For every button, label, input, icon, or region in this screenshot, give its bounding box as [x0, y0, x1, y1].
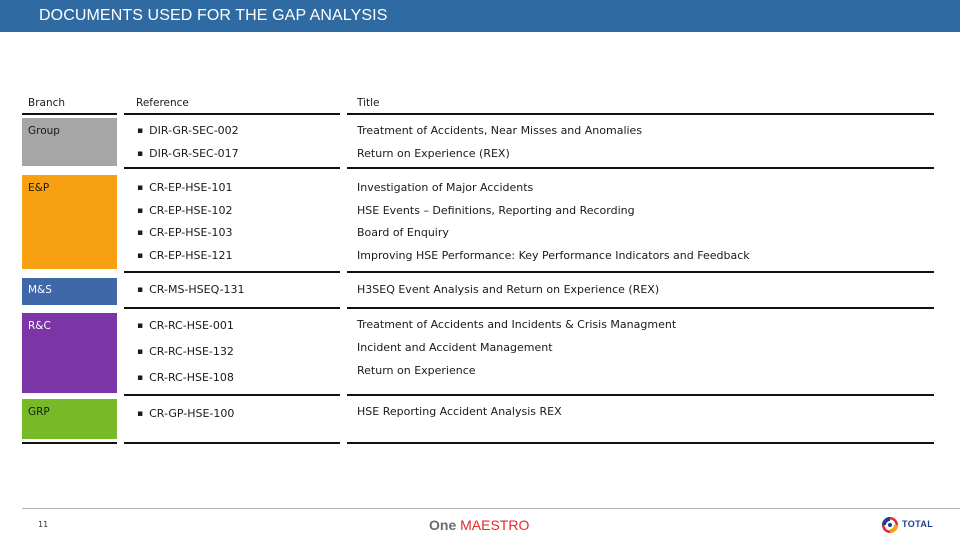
total-logo-icon: [880, 515, 900, 535]
one-maestro-logo: [429, 517, 529, 533]
grp-rule-reference: [124, 442, 340, 444]
table-row-reference: ▪ CR-EP-HSE-102: [137, 204, 232, 217]
table-row-reference: ▪ CR-RC-HSE-108: [137, 371, 234, 384]
table-row-title: Treatment of Accidents and Incidents & Crisis Managment: [357, 318, 677, 331]
table-row-title: H3SEQ Event Analysis and Return on Experience (REX): [357, 283, 660, 296]
table-row-reference: ▪ CR-RC-HSE-001: [137, 319, 234, 332]
table-row-title: Investigation of Major Accidents: [357, 181, 534, 194]
table-row-reference: ▪ CR-GP-HSE-100: [137, 407, 234, 420]
branch-block-ep: [22, 175, 117, 269]
table-row-reference: ▪ CR-EP-HSE-103: [137, 226, 232, 239]
table-row-title: HSE Reporting Accident Analysis REX: [357, 405, 562, 418]
branch-block-group: [22, 118, 117, 166]
ms-rule-reference: [124, 307, 340, 309]
header-bar: [0, 0, 960, 32]
table-row-title: Incident and Accident Management: [357, 341, 553, 354]
ms-rule-title: [347, 307, 934, 309]
column-header-branch: Branch: [28, 97, 66, 109]
grp-rule-branch: [22, 442, 117, 444]
table-row-title: Improving HSE Performance: Key Performance Indicators and Feedback: [357, 249, 750, 262]
grp-rule-title: [347, 442, 934, 444]
rc-rule-title: [347, 394, 934, 396]
footer-divider: [22, 508, 960, 509]
page-number: 11: [38, 520, 49, 529]
page-title: DOCUMENTS USED FOR THE GAP ANALYSIS: [39, 7, 388, 24]
table-row-reference: ▪ DIR-GR-SEC-017: [137, 147, 239, 160]
header-rule-title: [347, 113, 934, 115]
logo-prefix: One: [429, 517, 461, 533]
table-row-title: Return on Experience (REX): [357, 147, 510, 160]
table-row-reference: ▪ CR-MS-HSEQ-131: [137, 283, 245, 296]
header-rule-branch: [22, 113, 117, 115]
branch-label-group: Group: [28, 125, 60, 137]
column-header-reference: Reference: [136, 97, 189, 109]
rc-rule-reference: [124, 394, 340, 396]
table-row-reference: ▪ CR-EP-HSE-101: [137, 181, 232, 194]
group-rule-reference: [124, 167, 340, 169]
branch-block-ms: [22, 278, 117, 305]
table-row-reference: ▪ CR-RC-HSE-132: [137, 345, 234, 358]
total-brand-text: TOTAL: [902, 519, 934, 529]
branch-label-ms: M&S: [28, 284, 52, 296]
ep-rule-title: [347, 271, 934, 273]
table-row-title: HSE Events – Definitions, Reporting and Recording: [357, 204, 635, 217]
branch-block-grp: [22, 399, 117, 439]
group-rule-title: [347, 167, 934, 169]
column-header-title: Title: [357, 97, 380, 109]
table-row-title: Board of Enquiry: [357, 226, 449, 239]
ep-rule-reference: [124, 271, 340, 273]
branch-label-ep: E&P: [28, 182, 50, 194]
table-row-title: Treatment of Accidents, Near Misses and Anomalies: [357, 124, 643, 137]
header-rule-reference: [124, 113, 340, 115]
table-row-title: Return on Experience: [357, 364, 476, 377]
branch-label-grp: GRP: [28, 406, 50, 418]
logo-suffix: MAESTRO: [460, 517, 530, 533]
table-row-reference: ▪ CR-EP-HSE-121: [137, 249, 232, 262]
total-logo: [880, 515, 940, 535]
branch-label-rc: R&C: [28, 320, 51, 332]
table-row-reference: ▪ DIR-GR-SEC-002: [137, 124, 239, 137]
branch-block-rc: [22, 313, 117, 393]
